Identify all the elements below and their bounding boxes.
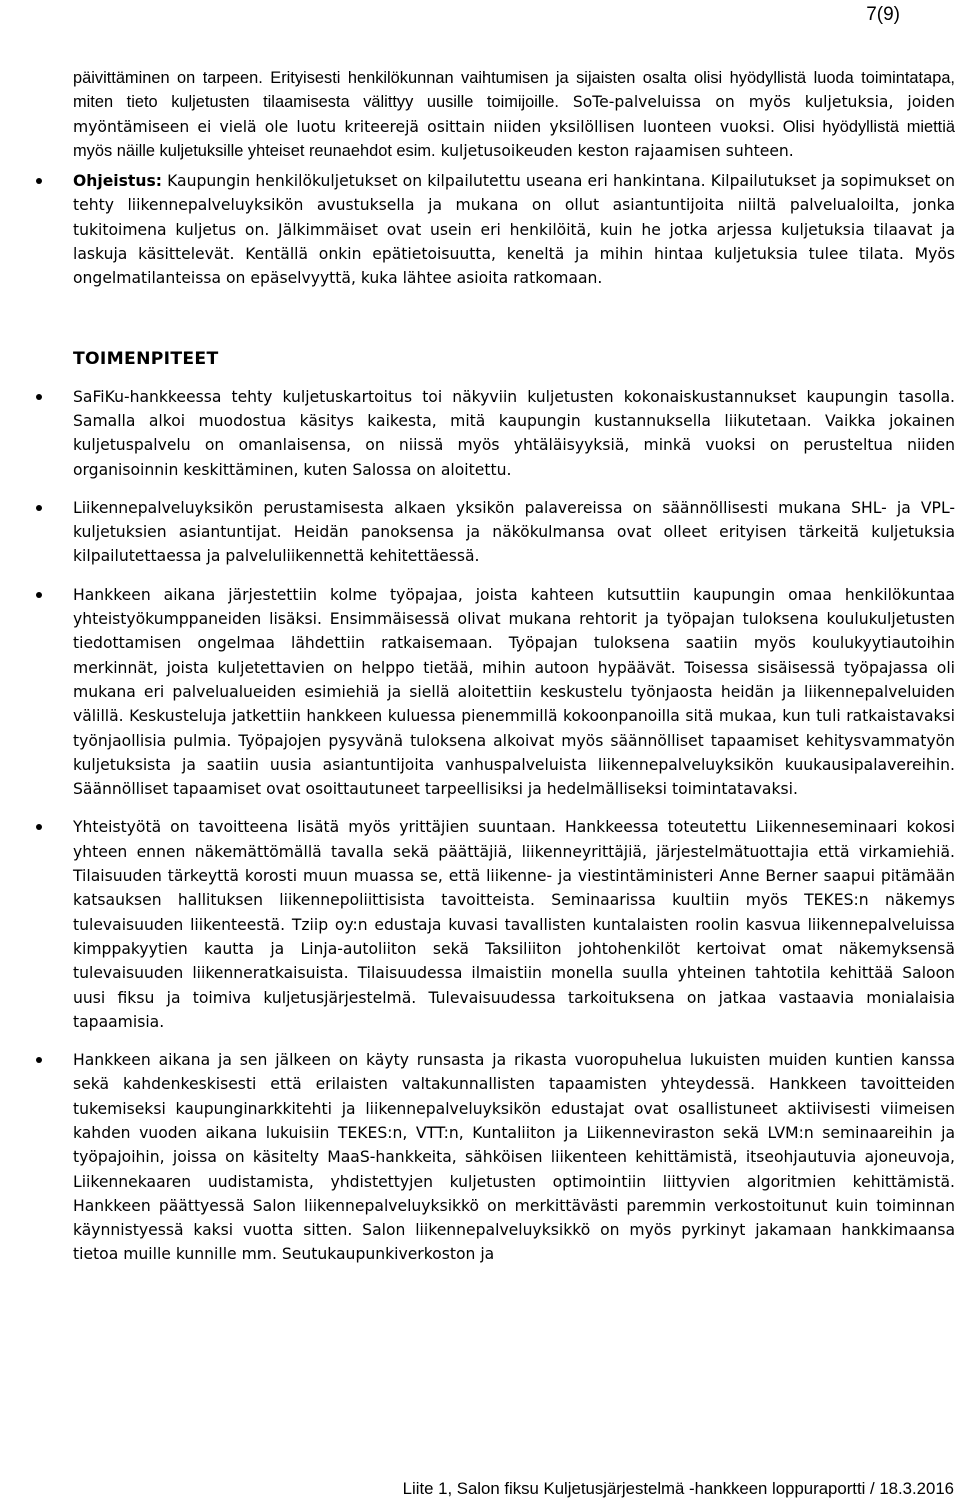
intro-paragraph-part-3: Olisi hyödyllistä miettiä myös näille kuljetuksille yhteiset reunaehdot esim. xyxy=(73,117,955,160)
ohjeistus-text: Kaupungin henkilökuljetukset on kilpailutettu useana eri hankintana. Kilpailutukset ja sopimukset on tehty liikennepalveluyksikön avustuksella ja mukana on ollut asiantuntijoita niiltä palvelualoilta, jonka tukitoimena kuljetus on. Jälkimmäiset ovat usein eri henkilöitä, kuin he jotka arjessa kuljetuksia tilaavat ja laskuja käsittelevät. Kentällä onkin epätietoisuutta, keneltä ja mihin hintaa kuljetuksia tulee tilata. Myös ongelmatilanteissa on epäselvyyttä, kuka lähtee asioita ratkomaan. xyxy=(73,172,955,288)
list-item: SaFiKu-hankkeessa tehty kuljetuskartoitus toi näkyviin kuljetusten kokonaiskustannukset kaupungin tasolla. Samalla alkoi muodostua käsitys kaikesta, mitä kaupungin kustannuksella liikutetaan. Vaikka jokainen kuljetuspalvelu on omanlaisensa, on niissä myös yhtäläisyyksiä, minkä vuoksi on perusteltua niiden organisoinnin keskittäminen, kuten Salossa on aloitettu. xyxy=(73,385,955,482)
list-item: Liikennepalveluyksikön perustamisesta alkaen yksikön palavereissa on säännöllisesti mukana SHL- ja VPL-kuljetuksien asiantuntijat. Heidän panoksensa ja näkökulmansa ovat olleet erityisen tärkeitä kuljetuksia kilpailutettaessa ja palveluliikennettä kehitettäessä. xyxy=(73,496,955,569)
list-item: Yhteistyötä on tavoitteena lisätä myös yrittäjien suuntaan. Hankkeessa toteutettu Liikenneseminaari kokosi yhteen ennen näkemättömällä tavalla sekä päättäjiä, liikenneyrittäjiä, järjestelmätuottajia että virkamiehiä. Tilaisuuden tärkeyttä korosti muun muassa se, että liikenne- ja viestintäministeri Anne Berner saapui pitämään katsauksen hallituksen liikennepoliittisista tavoitteista. Seminaarissa kuultiin myös TEKES:n näkemys tulevaisuuden liikenteestä. Tziip oy:n edustaja kuvasi tavallisten kuntalaisten roolin kasvua liikennepalveluissa kimppakyytien kautta ja Linja-autoliiton sekä Taksiliiton johtohenkilöt kertoivat omat näkemyksensä tulevaisuuden liikenneratkaisuista. Tilaisuudessa ilmaistiin monella suulla yhteinen tahtotila kehittää Saloon uusi fiksu ja toimiva kuljetusjärjestelmä. Tulevaisuudessa tarkoituksena on jatkaa vastaavia monialaisia tapaamisia. xyxy=(73,815,955,1034)
page-footer: Liite 1, Salon fiksu Kuljetusjärjestelmä -hankkeen loppuraportti / 18.3.2016 xyxy=(402,1479,954,1498)
document-body xyxy=(73,66,955,1281)
measures-list xyxy=(73,385,955,1267)
ohjeistus-bullet xyxy=(73,169,955,290)
section-heading xyxy=(0,347,955,371)
intro-paragraph-part-2: SoTe-palveluissa on myös kuljetuksia, joiden myöntämiseen ei vielä ole luotu kriteerejä osittain niiden yksilöllisen luonteen vuoksi. xyxy=(73,93,955,136)
ohjeistus-lead: Ohjeistus: xyxy=(73,172,162,191)
list-item: Hankkeen aikana ja sen jälkeen on käyty runsasta ja rikasta vuoropuhelua lukuisten muiden kuntien kanssa sekä kahdenkeskisesti että erilaisten valtakunnallisten tapaamisten yhteydessä. Hankkeen tavoitteiden tukemiseksi kaupunginarkkitehti ja liikennepalveluyksikön edustajat ovat osallistuneet aktiivisesti viimeisen kahden vuoden aikana lukuisiin TEKES:n, VTT:n, Kuntaliiton ja Liikenneviraston sekä LVM:n seminaareihin ja työpajoihin, joissa on käsitelty MaaS-hankkeita, sähköisen liikenteen kehittämistä, itseohjautuvia ajoneuvoja, Liikennekaaren uudistamista, yhdistettyjen kuljetusten optimointiin liittyvien algoritmien kehittämistä. Hankkeen päättyessä Salon liikennepalveluyksikkö on merkittävästi paremmin verkostoitunut kuin toiminnan käynnistyessä kaksi vuotta sitten. Salon liikennepalveluyksikkö on myös pyrkinyt jakamaan hankkimaansa tietoa muille kunnille mm. Seutukaupunkiverkoston ja xyxy=(73,1048,955,1267)
intro-paragraph-part-4: kuljetusoikeuden keston rajaamisen suhteen. xyxy=(435,141,794,160)
section-title: TOIMENPITEET xyxy=(73,348,219,369)
list-item: Hankkeen aikana järjestettiin kolme työpajaa, joista kahteen kutsuttiin kaupungin omaa henkilökuntaa yhteistyökumppaneiden lisäksi. Ensimmäisessä olivat mukana rehtorit ja työpajan tuloksena koulukuljetusten tiedottamisen ongelmaa lähdettiin ratkaisemaan. Työpajan tuloksena saatiin myös koulukyytiautoihin merkinnät, joista kuljetettavien on helppo tietää, mihin autoon hypäävät. Toisessa sisäisessä työpajassa oli mukana eri palvelualueiden esimiehiä ja siellä aloitettiin keskustelu työnjaosta heidän ja liikennepalveluiden välillä. Keskusteluja jatkettiin hankkeen kuluessa pienemmillä kokoonpanoilla sitä mukaa, kun tuli ratkaistavaksi työnjaollisia pulmia. Työpajojen pysyvänä tuloksena alkoivat myös säännölliset tapaamiset kehitysvammatyön kuljetuksista ja saatiin uusia asiantuntijoita vanhuspalveluista liikennepalveluyksikön kuukausipalavereihin. Säännölliset tapaamiset ovat osoittautuneet tarpeellisiksi ja hedelmälliseksi toimintatavaksi. xyxy=(73,583,955,802)
page-number: 7(9) xyxy=(866,4,900,25)
intro-paragraph xyxy=(73,66,955,163)
intro-paragraph-part-1: päivittäminen on tarpeen. Erityisesti henkilökunnan vaihtumisen ja sijaisten osalta olisi hyödyllistä luoda toimintatapa, miten tieto kuljetusten tilaamisesta välittyy uusille toimijoille. xyxy=(73,69,955,112)
